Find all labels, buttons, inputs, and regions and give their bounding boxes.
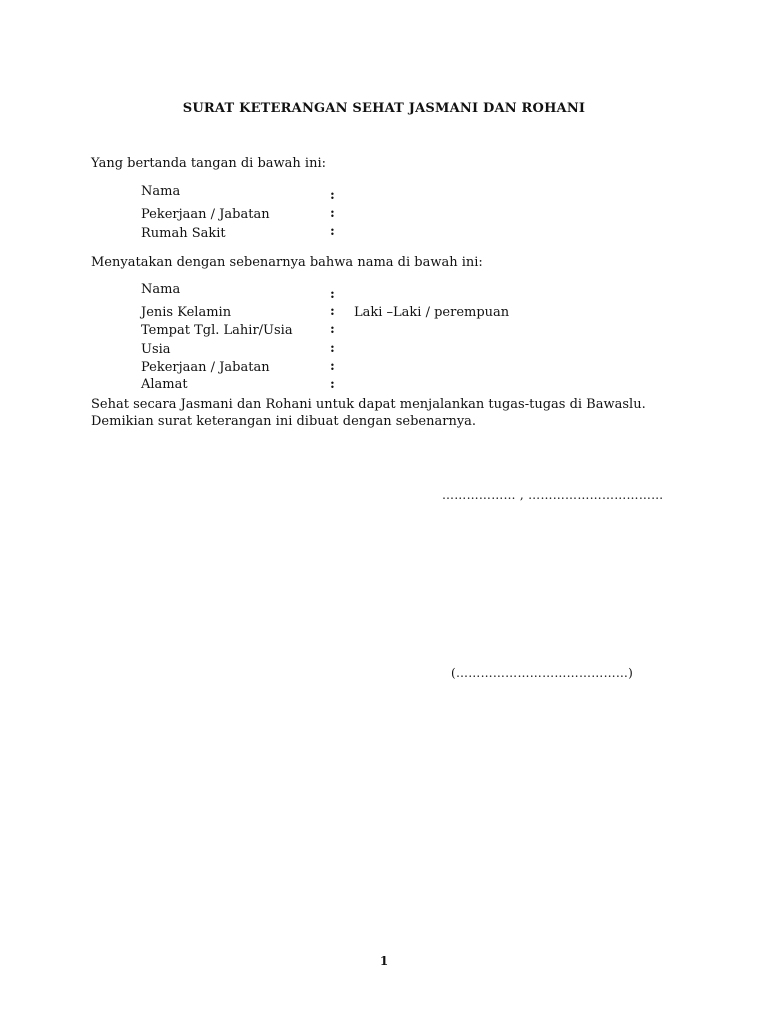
- document-title: SURAT KETERANGAN SEHAT JASMANI DAN ROHANI: [182, 101, 586, 116]
- signature-line: (……………………………………): [451, 666, 634, 680]
- signer-job-label: Pekerjaan / Jabatan: [141, 207, 270, 222]
- subject-gender-label: Jenis Kelamin: [141, 305, 232, 320]
- signer-name-colon: :: [330, 188, 335, 203]
- subject-job-colon: :: [330, 359, 335, 374]
- signer-name-label: Nama: [141, 184, 181, 199]
- subject-name-colon: :: [330, 287, 335, 302]
- subject-age-label: Usia: [141, 342, 171, 357]
- subject-birth-label: Tempat Tgl. Lahir/Usia: [141, 323, 293, 338]
- subject-age-colon: :: [330, 341, 335, 356]
- signer-hospital-colon: :: [330, 224, 335, 239]
- closing-line-1: Sehat secara Jasmani dan Rohani untuk dapat menjalankan tugas-tugas di Bawaslu.: [91, 397, 646, 412]
- closing-line-2: Demikian surat keterangan ini dibuat dengan sebenarnya.: [91, 414, 477, 429]
- subject-birth-colon: :: [330, 322, 335, 337]
- intro-text: Yang bertanda tangan di bawah ini:: [91, 156, 326, 171]
- subject-job-label: Pekerjaan / Jabatan: [141, 360, 270, 375]
- subject-address-colon: :: [330, 377, 335, 392]
- page-number: 1: [379, 954, 389, 968]
- subject-address-label: Alamat: [141, 377, 188, 392]
- subject-name-label: Nama: [141, 282, 181, 297]
- signer-hospital-label: Rumah Sakit: [141, 226, 226, 241]
- signer-job-colon: :: [330, 206, 335, 221]
- statement-text: Menyatakan dengan sebenarnya bahwa nama di bawah ini:: [91, 255, 483, 270]
- place-date-line: ……………… , ……………………………: [442, 488, 664, 502]
- subject-gender-value: Laki –Laki / perempuan: [354, 305, 510, 320]
- subject-gender-colon: :: [330, 304, 335, 319]
- closing-text: [91, 396, 646, 430]
